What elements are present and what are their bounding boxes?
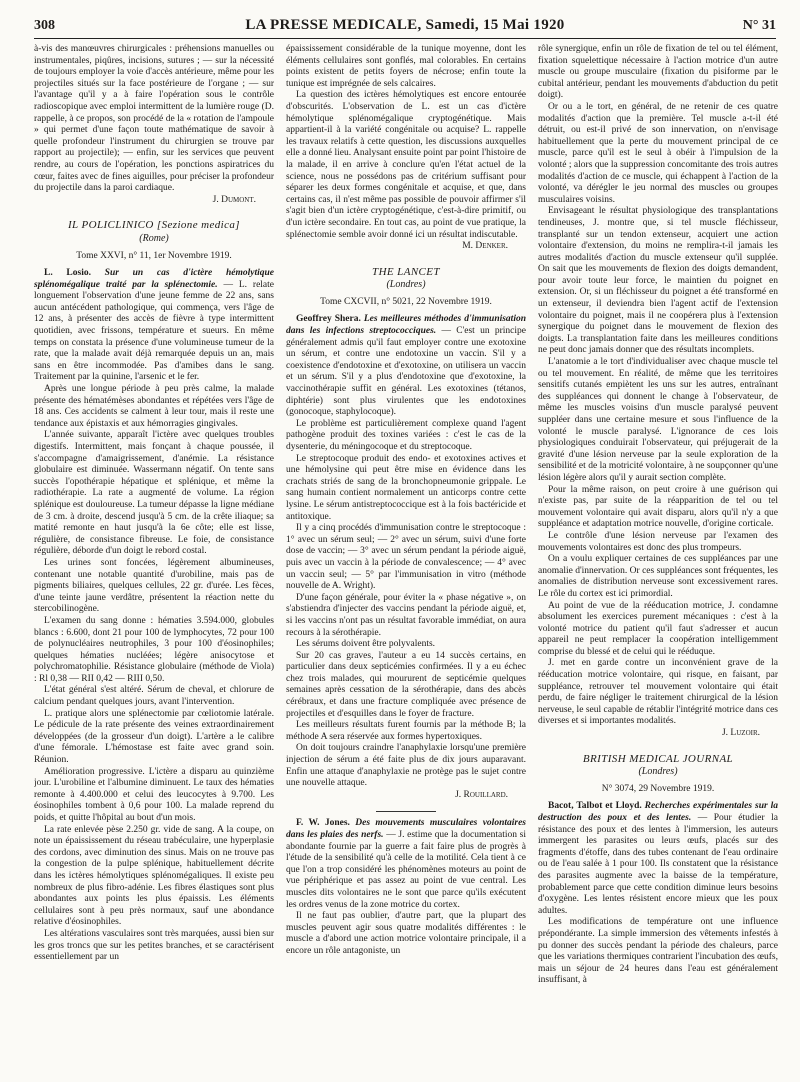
paragraph: Les meilleurs résultats furent fournis par la méthode B; la méthode A sera réservée aux formes hypertoxiques. (286, 720, 526, 742)
paragraph: La rate enlevée pèse 2.250 gr. vide de sang. A la coupe, on note un épaississement du réseau trabéculaire, une hyperplasie des cordons, avec diminution des sinus. Mais on ne trouve pas la congestion de la pulpe splénique, habituellement décrite dans les ictères hémolytiques splénomégaliques. Il existe peu nombreux de plus fibro-adénie. Les fibres élastiques sont plus abondantes aux points les plus épaissis. Les éléments cellulaires sont à peu près normaux, sauf une abondance relative d'éosinophiles. (34, 824, 274, 928)
paragraph: D'une façon générale, pour éviter la « phase négative », on s'abstiendra d'injecter des vaccins pendant la période aiguë, et, si les vaccins n'ont pas un résultat favorable immédiat, on aura recours à la sérothérapie. (286, 592, 526, 638)
article-lead (34, 268, 274, 384)
paragraph: On a voulu expliquer certaines de ces suppléances par une anomalie d'innervation. Or ces suppléances sont fréquentes, les anomalies de distribution nerveuse sont excessivement rares. Le rôle du cortex est ici primordial. (538, 554, 778, 599)
paragraph: — L. relate longuement l'observation d'une jeune femme de 22 ans, sans aucun antécédent pathologique, qui commença, vers l'âge de 12 ans, à présenter des accès de fièvre à type intermittent quotidien, avec frissons, température et sueurs. En même temps on constata la présence d'une volumineuse tumeur de la rate, que la malade avait déjà remarquée depuis un an, mais sans en être incommodée. Pas d'amibes dans le sang. Traitement par la quinine, l'arsenic et le fer. (34, 279, 274, 383)
journal-title: LA PRESSE MEDICALE, Samedi, 15 Mai 1920 (245, 17, 565, 33)
paragraph: Après une longue période à peu près calme, la malade présente des hématémèses abondantes et répétées vers l'âge de 18 ans. Ces accidents se calment à leur tour, mais il reste une tendance aux épistaxis et aux hémorragies gingivales. (34, 384, 274, 429)
paragraph: L'état général s'est altéré. Sérum de cheval, et chlorure de calcium pendant quelques jours, avant l'intervention. (34, 685, 274, 708)
paragraph: épaississement considérable de la tunique moyenne, dont les éléments cellulaires sont gonflés, mal colorables. En certains points existent de petits foyers de nécrose; enfin toute la tunique est imprégnée de sels calcaires. (286, 44, 526, 89)
tome-line: Tome CXCVII, n° 5021, 22 Novembre 1919. (320, 296, 492, 307)
paragraph: La question des ictères hémolytiques est encore entourée d'obscurités. L'observation de L. est un cas d'ictère hémolytique splénomégalique cryptogénétique. Mais appartient-il à la variété congénitale ou acquise? L. rappelle les travaux relatifs à cette question, les discussions auxquelles elle a donné lieu. Analysant ensuite point par point l'histoire de la malade, il en arrive à conclure qu'en l'état actuel de la science, nous ne possédons pas de critérium suffisant pour séparer les deux formes congénitale et acquise, et que, dans certains cas, il n'est même pas possible de pouvoir affirmer s'il s'agit bien d'un ictère cryptogénétique, c'est-à-dire primitif, ou d'un ictère secondaire. En tout cas, au point de vue pratique, la splénectomie semble avoir donné ici un résultat indiscutable. (286, 90, 526, 240)
paragraph: Le problème est particulièrement complexe quand l'agent pathogène produit des toxines variées : c'est le cas de la dysenterie, du méningocoque et du streptocoque. (286, 418, 526, 452)
section-title: THE LANCET (372, 265, 440, 278)
section-city: (Londres) (386, 279, 426, 291)
paragraph: L'examen du sang donne : hématies 3.594.000, globules blancs : 6.600, dont 21 pour 100 de lymphocytes, 72 pour 100 de polynucléaires neutrophiles, 3 pour 100 d'éosinophiles; quelques hématies nucléées; légère anisocytose et polychromatophilie. Résistance globulaire (méthode de Viola) : Rl 0,38 — RII 0,42 — RIII 0,50. (34, 615, 274, 684)
paragraph: Il y a cinq procédés d'immunisation contre le streptocoque : 1° avec un sérum seul; — 2° avec un sérum, suivi d'une forte dose de vaccin; — 3° avec un sérum pendant la période aiguë, puis avec un vaccin à la période de convalescence; — 4° avec un vaccin seul; — 5° par l'immunisation in vitro (méthode nouvelle de A. Wright). (286, 523, 526, 592)
article-title: Sur un cas d'ictère hémolytique splénomégalique traité par la splénectomie. (34, 268, 274, 290)
paragraph: à-vis des manœuvres chirurgicales : préhensions manuelles ou instrumentales, piqûres, incisions, sutures ; — sur la nécessité de toujours employer la voie d'accès antérieure, même pour les projectiles situés sur la face postérieure de l'organe ; — sur l'avantage qu'il y a à faire l'opération sous le contrôle radioscopique avec emploi intermittent de la lumière rouge (D. rappelle, à ce propos, son procédé de la « rotation de l'ampoule » qui permet d'une façon toute mathématique de savoir à quelle profondeur l'instrument du chirurgien se trouve par rapport au projectile); — enfin, sur les services que peuvent rendre, au cours de l'opération, les ponctions aspiratrices du cœur, faites avec de fines aiguilles, pour préciser la profondeur du projectile dans la paroi cardiaque. (34, 44, 274, 194)
column-1 (34, 44, 274, 1068)
paragraph: Envisageant le résultat physiologique des transplantations tendineuses, J. montre que, si tel muscle fléchisseur, transplanté sur un tendon extenseur, acquiert une action volontaire d'extension, du moins ne remplira-t-il jamais les autres modalités d'action du muscle extenseur qu'il supplée. On sait que les mouvements de flexion des doigts demandent, pour avoir toute leur force, le maintien du poignet en extension. Or, si un fléchisseur du poignet a été transformé en un extenseur, il deviendra bien l'agent actif de l'extension volontaire du poignet, mais il ne coopérera plus à l'extension synergique du poignet dans le mouvement de flexion des doigts. La transplantation faite dans les meilleures conditions ne peut donc jamais donner que des résultats incomplets. (538, 206, 778, 356)
article-separator (376, 811, 436, 812)
article-author: Bacot, Talbot et Lloyd. (548, 801, 642, 812)
issue-number: N° 31 (742, 18, 776, 33)
section-title: BRITISH MEDICAL JOURNAL (582, 752, 734, 765)
paragraph: Il ne faut pas oublier, d'autre part, que la plupart des muscles peuvent agir sous quatre modalités différentes : le muscle a d'abord une action motrice volontaire principale, il a encore un rôle antagoniste, un (286, 911, 526, 956)
article-title: Recherches expérimentales sur la destruction des poux et des lentes. (538, 801, 778, 823)
paragraph: On doit toujours craindre l'anaphylaxie lorsqu'une première injection de sérum a été faite plus de dix jours auparavant. Enfin une attaque d'anaphylaxie ne protège pas le sujet contre une nouvelle attaque. (286, 743, 526, 789)
section-city: (Rome) (139, 232, 169, 244)
page-header (34, 15, 776, 37)
paragraph: Sur 20 cas graves, l'auteur a eu 14 succès certains, en particulier dans deux septicémies confirmées. Il y a eu échec chez trois malades, qui moururent de septicémie quelques semaines après cessation de la sérothérapie, dans des abcès cérébraux, et dans une fracture compliquée avec présence de projectiles et d'esquilles dans le foyer de fracture. (286, 650, 526, 719)
column-3 (538, 44, 778, 1068)
paragraph: rôle synergique, enfin un rôle de fixation de tel ou tel élément, fixation squelettique nécessaire à l'action motrice d'un autre muscle ou groupe musculaire (fixation du pisiforme par le cubital antérieur, pendant les mouvements d'abduction du petit doigt). (538, 44, 778, 101)
page-number: 308 (34, 18, 55, 33)
article-lead (538, 801, 778, 917)
article-title: Les meilleures méthodes d'immunisation dans les infections streptococciques. (286, 314, 526, 337)
article-lead (286, 314, 526, 418)
paragraph: L'anatomie a le tort d'individualiser avec chaque muscle tel ou tel mouvement. En réalité, de même que les territoires sensitifs cutanés empiètent les uns sur les autres, entraînant des suppléances qui donnent le change à l'observateur, de même les muscles voisins d'un muscle paralysé peuvent suppléer dans une certaine mesure et sous l'influence de la volonté le muscle paralysé. L'ignorance de ces lois physiologiques conduirait l'observateur, qui préjugerait de la gravité d'une lésion nerveuse par la seule exploration de la sensibilité et de la motricité volontaire, à ne soupçonner qu'une lésion légère alors qu'il y aurait section complète. (538, 357, 778, 483)
signature: M. Denker. (462, 241, 508, 252)
paragraph: — J. estime que la documentation si abondante fournie par la guerre a fait faire plus de progrès à l'étude de la sensibilité qu'à celle de la motilité. Cela tient à ce que l'on a trop considéré les phénomènes moteurs au point de vue périphérique et pas assez au point de vue central. Les muscles dits volontaires ne le sont que parce qu'ils exécutent les ordres venus de la zone motrice du cortex. (286, 830, 526, 910)
article-author: Geoffrey Shera. (296, 314, 361, 325)
section-city: (Londres) (638, 766, 678, 778)
paragraph: Les modifications de température ont une influence prépondérante. La simple immersion des vêtements infestés à pu donner des succès pendant la période des chaleurs, parce que les variations thermiques contrarient l'incubation des œufs, mais un séjour de 24 heures dans l'eau est généralement insuffisant, à (538, 917, 778, 986)
signature: J. Rouillard. (455, 789, 508, 800)
tome-line: Tome XXVI, n° 11, 1er Novembre 1919. (76, 250, 232, 261)
signature: J. Luzoir. (721, 728, 760, 739)
paragraph: Les altérations vasculaires sont très marquées, aussi bien sur les gros troncs que sur les petites branches, et se caractérisent essentiellement par un (34, 928, 274, 963)
section-title: IL POLICLINICO [Sezione medica] (67, 219, 240, 232)
paragraph: J. met en garde contre un inconvénient grave de la rééducation motrice volontaire, qui risque, en faisant, par suppléance, retrouver tel mouvement volontaire qui était perdu, de faire négliger le traitement chirurgical de la lésion nerveuse, le seul capable de rétablir l'intégrité motrice dans ces diverses et si importantes modalités. (538, 658, 778, 727)
paragraph: L. pratique alors une splénectomie par cœliotomie latérale. Le pédicule de la rate présente des veines extraordinairement développées (de la grosseur d'un doigt). L'artère a le calibre d'une fémorale. L'hémostase est faite avec grand soin. Réunion. (34, 708, 274, 766)
article-lead (286, 818, 526, 911)
paragraph: Le streptocoque produit des endo- et exotoxines actives et une hémolysine qui peut être mise en évidence dans les crachats striés de sang de la bronchopneumonie grippale. Le sang humain contient normalement un anticorps contre cette lysine. Le sérum antistreptococcique est à la fois bactéricide et antitoxique. (286, 453, 526, 522)
paragraph: — Pour étudier la résistance des poux et des lentes à l'immersion, les auteurs immergent les parasites ou leurs œufs, placés sur des fragments d'étoffe, dans des tubes contenant de l'eau ordinaire ou de l'eau salée à 1 pour 100. Ils constatent que la résistance des parasites augmente avec la baisse de la température, probablement parce que cette condition diminue leurs besoins d'oxygène. Les lentes résistent encore mieux que les poux adultes. (538, 813, 778, 916)
header-rule (34, 38, 776, 39)
signature: J. Dumont. (212, 194, 256, 205)
paragraph: Amélioration progressive. L'ictère a disparu au quinzième jour. L'urobiline et l'albumine diminuent. Le taux des hématies remonte à 4.400.000 et celui des leucocytes à 9.700. Les éosinophiles tombent à 0,6 pour 100. La malade reprend du poids, et quitte l'hôpital au bout d'un mois. (34, 766, 274, 823)
paragraph: Pour la même raison, on peut croire à une guérison qui n'existe pas, par suite de la réapparition de tel ou tel mouvement volontaire qui avait disparu, alors qu'il n'y a que suppléance et adaptation motrice nouvelle, d'origine corticale. (538, 484, 778, 530)
tome-line: N° 3074, 29 Novembre 1919. (601, 783, 715, 794)
column-2 (286, 44, 526, 1068)
article-author: F. W. Jones. (296, 818, 350, 829)
article-author: L. Losio. (44, 268, 91, 279)
paragraph: Or ou a le tort, en général, de ne retenir de ces quatre modalités d'action que la première. Tel muscle a-t-il été détruit, ou est-il privé de son innervation, on n'envisage habituellement que la perte du mouvement principal de ce muscle, parce qu'il est le seul à obéir à l'impulsion de la volonté ; alors que la suppression concomitante des trois autres modalités d'action de ce muscle, qui échappent à l'action de la volonté, va dérégler le jeu normal des muscles ou groupes musculaires voisins. (538, 101, 778, 205)
paragraph: Le contrôle d'une lésion nerveuse par l'examen des mouvements volontaires est donc des plus trompeurs. (538, 530, 778, 553)
article-title: Des mouvements musculaires volontaires dans les plaies des nerfs. (286, 818, 526, 840)
paragraph: L'année suivante, apparaît l'ictère avec quelques troubles digestifs. Intermittent, mais fonçant à chaque poussée, il s'accompagne d'amaigrissement, d'anémie. La résistance globulaire est diminuée. Wassermann négatif. On tente sans succès l'opothérapie hépatique et splénique, et même la radiothérapie. La rate a augmenté de volume. La région splénique est douloureuse. La tumeur dépasse la ligne médiane de 3 cm. à droite, descend jusqu'à 5 cm. de la crête iliaque; sa matité remonte en haut jusqu'à la 6e côte; elle est lisse, régulière, de consistance fibreuse. Le foie, de consistance régulière, déborde d'un doigt le rebord costal. (34, 430, 274, 557)
paragraph: Les urines sont foncées, légèrement albumineuses, contenant une notable quantité d'urobiline, mais pas de pigments biliaires, quelques cellules, 22 gr. d'urée. Les fèces, d'une teinte jaune verdâtre, présentent la réaction nette du stercobilinogène. (34, 557, 274, 615)
paragraph: — C'est un principe généralement admis qu'il faut employer contre une exotoxine un sérum, et contre une endotoxine un vaccin. S'il y a coexistence d'endotoxine et d'exotoxine, on utilisera un vaccin et un sérum. S'il y a plus d'endotoxine que d'exotoxine, la vaccinothérapie suffit en général. Les exotoxines (tétanos, diphtérie) sont plus virulentes que les endotoxines (gonocoque, staphylocoque). (286, 326, 526, 418)
paragraph: Les sérums doivent être polyvalents. (296, 639, 436, 650)
paragraph: Au point de vue de la rééducation motrice, J. condamne absolument les exercices purement mécaniques : c'est à la volonté motrice du patient qu'il faut s'adresser et aucun appareil ne peut remplacer la coopération intelligemment comprise du blessé et de celui qui le rééduque. (538, 600, 778, 657)
